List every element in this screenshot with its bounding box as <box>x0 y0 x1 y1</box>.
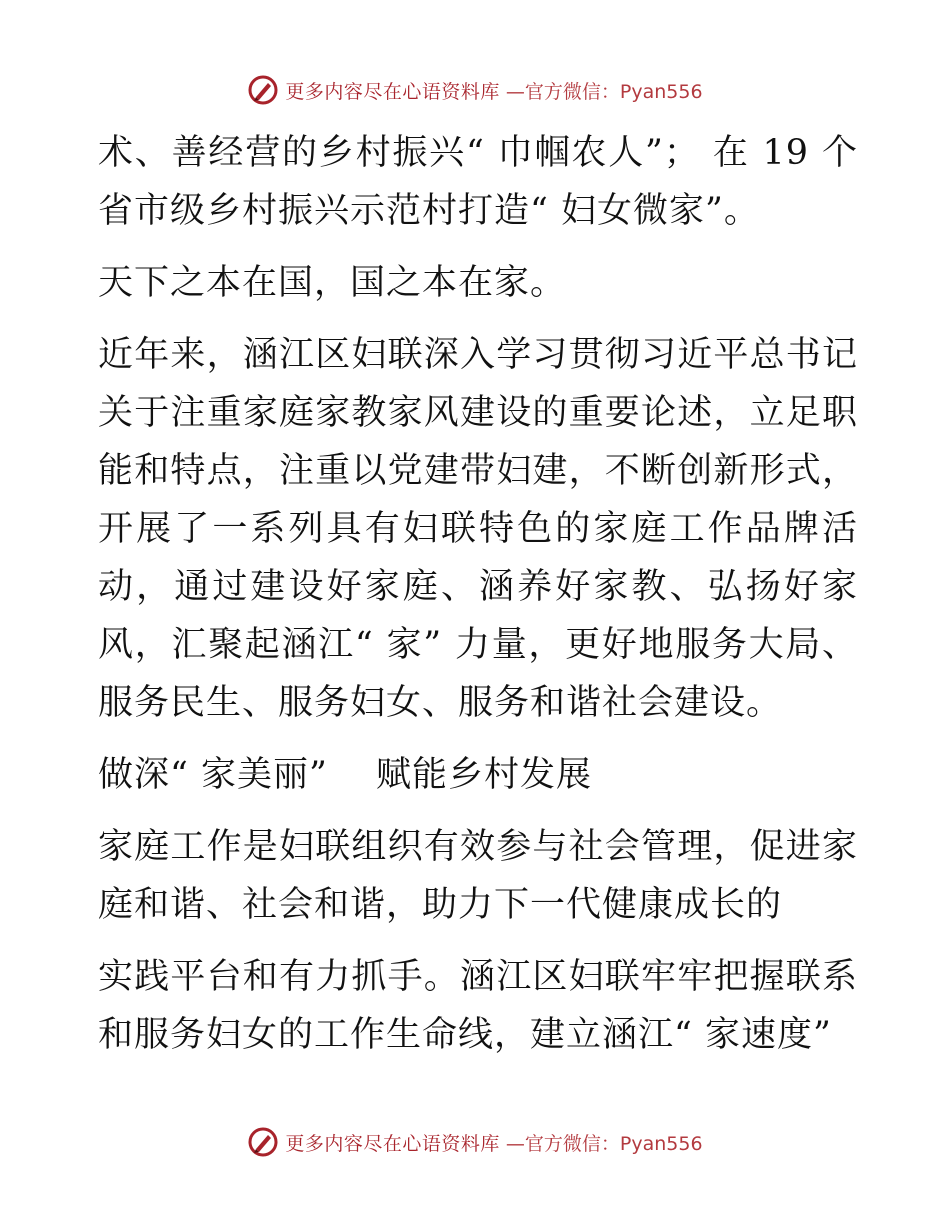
section-heading: 做深“ 家美丽” 赋能乡村发展 <box>98 755 593 795</box>
footer-watermark-main: 更多内容尽在心语资料库 <box>285 1132 500 1155</box>
paragraph-1: 术、善经营的乡村振兴“ 巾帼农人”； 在 19 个省市级乡村振兴示范村打造“ 妇女微家”。 <box>98 133 858 231</box>
paragraph-3: 近年来，涵江区妇联深入学习贯彻习近平总书记关于注重家庭家教家风建设的重要论述，立足职能和特点，注重以党建带妇建，不断创新形式，开展了一系列具有妇联特色的家庭工作品牌活动，通过建设好家庭、涵养好家教、弘扬好家风，汇聚起涵江“ 家” 力量，更好地服务大局、服务民生、服务妇女、服务和谐社会建设。 <box>98 335 858 723</box>
header-watermark-tail: —官方微信：Pyan556 <box>505 80 703 103</box>
paragraph-5: 家庭工作是妇联组织有效参与社会管理，促进家庭和谐、社会和谐，助力下一代健康成长的 <box>98 827 858 925</box>
footer-watermark-tail: —官方微信：Pyan556 <box>505 1132 703 1155</box>
footer-watermark <box>0 1122 950 1162</box>
header-watermark-main: 更多内容尽在心语资料库 <box>285 80 500 103</box>
paragraph-gap <box>98 732 858 746</box>
footer-watermark-inner <box>247 1126 702 1158</box>
pen-logo-icon <box>247 1126 279 1158</box>
header-watermark <box>0 70 950 110</box>
paragraph-6: 实践平台和有力抓手。涵江区妇联牢牢把握联系和服务妇女的工作生命线，建立涵江“ 家速度” <box>98 957 858 1055</box>
pen-logo-icon <box>247 74 279 106</box>
paragraph-gap <box>98 312 858 326</box>
header-watermark-inner <box>247 74 702 106</box>
document-body <box>98 124 858 1064</box>
paragraph-gap <box>98 804 858 818</box>
paragraph-gap <box>98 934 858 948</box>
paragraph-gap <box>98 240 858 254</box>
paragraph-2: 天下之本在国，国之本在家。 <box>98 263 567 303</box>
